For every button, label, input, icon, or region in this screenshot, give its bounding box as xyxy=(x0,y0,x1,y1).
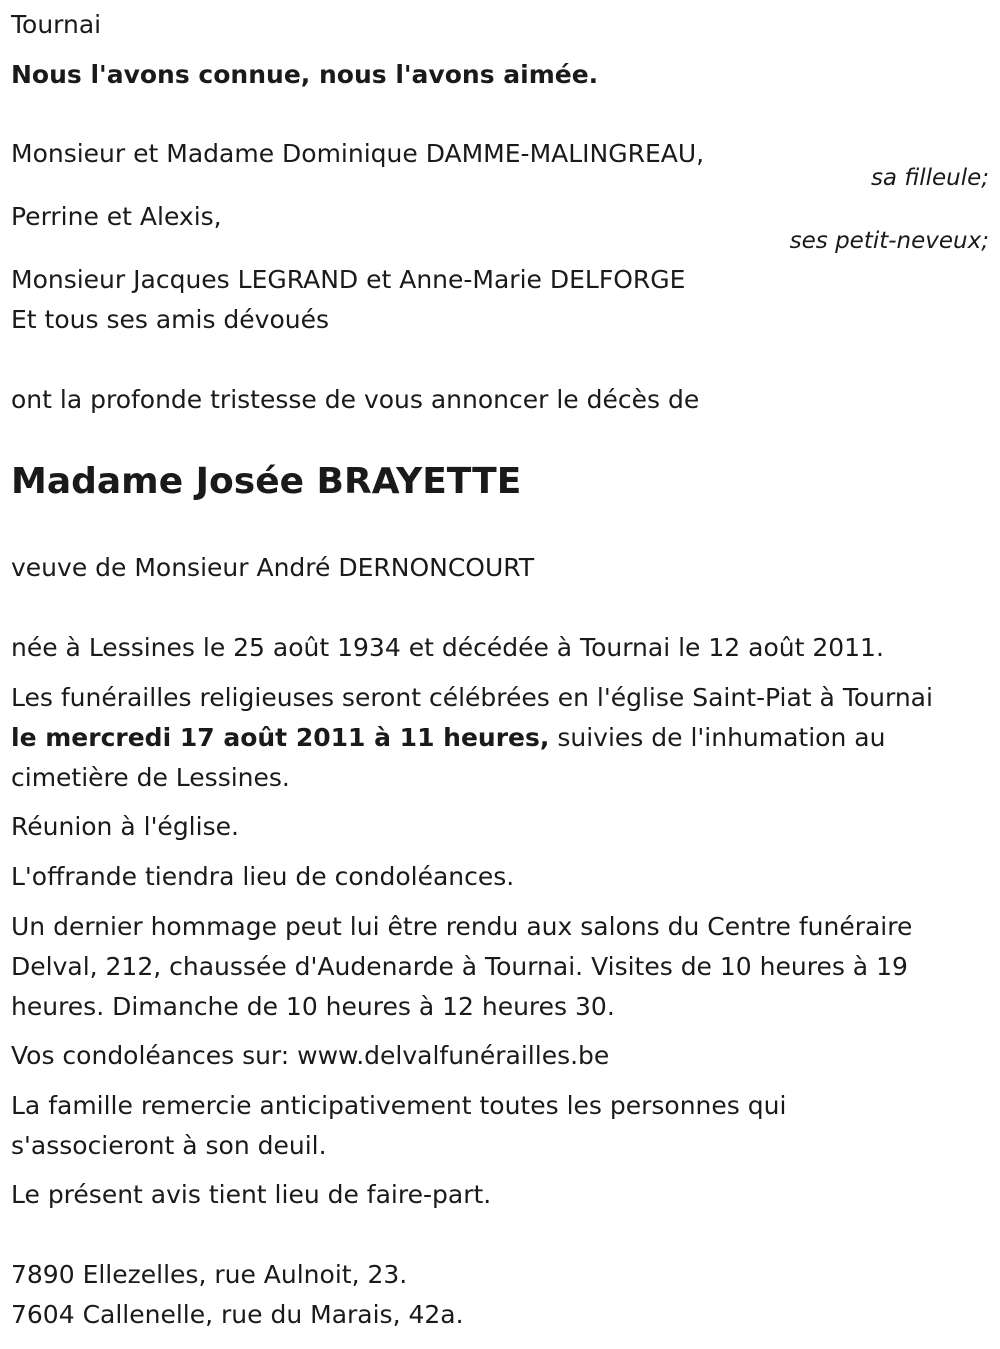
family-line-3: Monsieur Jacques LEGRAND et Anne-Marie DELFORGE xyxy=(11,265,686,294)
family-line-4: Et tous ses amis dévoués xyxy=(11,305,330,334)
meeting-line: Réunion à l'église. xyxy=(11,812,239,841)
funeral-line-2-rest: suivies de l'inhumation au xyxy=(549,723,886,752)
family-line-2: Perrine et Alexis, xyxy=(11,202,222,231)
deceased-name: Madame Josée BRAYETTE xyxy=(11,461,522,502)
motto: Nous l'avons connue, nous l'avons aimée. xyxy=(11,60,599,89)
city-heading: Tournai xyxy=(11,10,102,39)
thanks-line-2: s'associeront à son deuil. xyxy=(11,1131,327,1160)
announcement: ont la profonde tristesse de vous annoncer le décès de xyxy=(11,385,700,414)
family-role-2: ses petit-neveux; xyxy=(789,228,989,254)
tribute-line-2: Delval, 212, chaussée d'Audenarde à Tournai. Visites de 10 heures à 19 xyxy=(11,952,908,981)
funeral-line-1: Les funérailles religieuses seront célébrées en l'église Saint-Piat à Tournai xyxy=(11,683,933,712)
tribute-line-1: Un dernier hommage peut lui être rendu aux salons du Centre funéraire xyxy=(11,912,913,941)
notice-line: Le présent avis tient lieu de faire-part. xyxy=(11,1180,492,1209)
widow-line: veuve de Monsieur André DERNONCOURT xyxy=(11,553,535,582)
address-2: 7604 Callenelle, rue du Marais, 42a. xyxy=(11,1300,464,1329)
address-1: 7890 Ellezelles, rue Aulnoit, 23. xyxy=(11,1260,408,1289)
thanks-line-1: La famille remercie anticipativement toutes les personnes qui xyxy=(11,1091,787,1120)
funeral-line-3: cimetière de Lessines. xyxy=(11,763,290,792)
family-role-1: sa filleule; xyxy=(870,165,989,191)
birth-death-line: née à Lessines le 25 août 1934 et décédée à Tournai le 12 août 2011. xyxy=(11,633,884,662)
family-line-1: Monsieur et Madame Dominique DAMME-MALINGREAU, xyxy=(11,139,705,168)
funeral-date: le mercredi 17 août 2011 à 11 heures, xyxy=(11,723,550,752)
condolences-line: Vos condoléances sur: www.delvalfunérailles.be xyxy=(11,1041,610,1070)
funeral-line-2 xyxy=(11,718,885,758)
offering-line: L'offrande tiendra lieu de condoléances. xyxy=(11,862,515,891)
tribute-line-3: heures. Dimanche de 10 heures à 12 heures 30. xyxy=(11,992,615,1021)
